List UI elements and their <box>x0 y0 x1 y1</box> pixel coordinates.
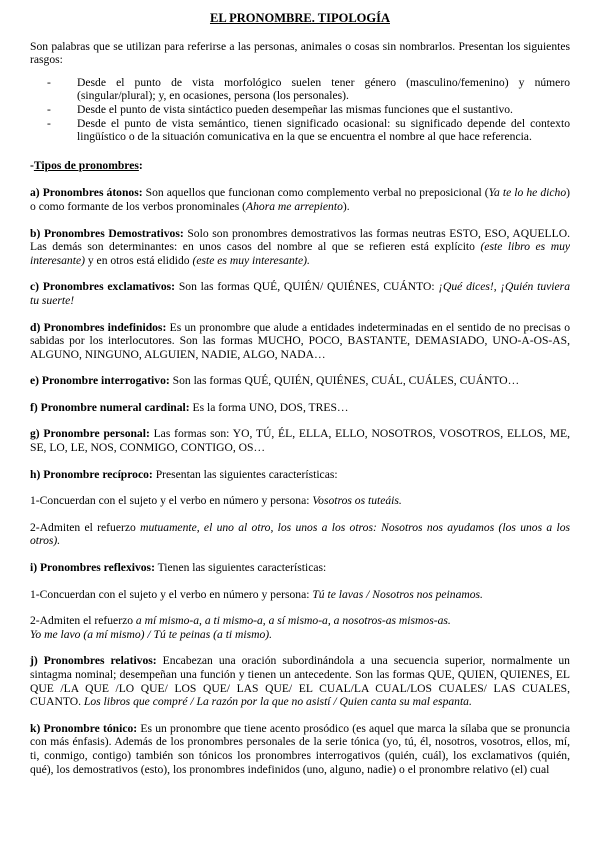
section-label: a) Pronombres átonos: <box>30 186 143 200</box>
item-text: 1-Concuerdan con el sujeto y el verbo en número y persona: <box>30 494 313 508</box>
section-interrogativo <box>30 374 570 388</box>
section-label: h) Pronombre recíproco: <box>30 467 153 481</box>
reflexivos-item-2 <box>30 614 570 641</box>
section-text: ) o como formante de los verbos pronominales ( <box>30 186 570 213</box>
section-example: (este es muy interesante). <box>192 253 310 267</box>
item-example: Yo me lavo (a mí mismo) / Tú te peinas (a ti mismo). <box>30 627 273 641</box>
section-text: Es un pronombre que tiene acento prosódico (es aquel que marca la sílaba que se pronuncia con más énfasis). Además de los pronombres personales de la serie tónica (yo, tú, él, nosotros, vosotros, ellos, mí, ti, conmigo, contigo) también son tónicos los pronombres interrogativos (quién, cuál), los exclamativos (quién, qué), los demostrativos (esto), los pronombres indefinidos (uno, alguno, nadie) o el pronombre relativo (el) cual <box>30 721 571 776</box>
item-example: Vosotros os tuteáis. <box>312 494 402 508</box>
types-heading-text: Tipos de pronombres <box>33 158 139 172</box>
section-reciproco <box>30 468 570 482</box>
section-tonico <box>30 722 570 776</box>
section-relativos <box>30 654 570 708</box>
item-example: mutuamente, el uno al otro, los unos a los otros: Nosotros nos ayudamos (los unos a los otros). <box>30 520 571 548</box>
types-heading-prefix: - <box>30 158 34 172</box>
trait-item-morphology: - Desde el punto de vista morfológico suelen tener género (masculino/femenino) y número (singular/plural); y, en ocasiones, persona (los personales). <box>30 76 570 103</box>
section-text: Son las formas QUÉ, QUIÉN, QUIÉNES, CUÁL, CUÁLES, CUÁNTO… <box>169 374 520 388</box>
section-text: Las formas son: YO, TÚ, ÉL, ELLA, ELLO, NOSOTROS, VOSOTROS, ELLOS, ME, SE, LO, LE, NOS, CONMIGO, CONTIGO, OS… <box>30 427 570 455</box>
section-label: c) Pronombres exclamativos: <box>30 280 176 294</box>
section-atonos <box>30 186 570 213</box>
section-exclamativos <box>30 280 570 307</box>
section-text: Solo son pronombres demostrativos las formas neutras ESTO, ESO, AQUELLO. Las demás son determinantes: en unos casos del nombre al que se refieren está explícito <box>30 226 570 254</box>
section-text: ). <box>342 199 350 213</box>
section-numeral <box>30 401 570 415</box>
reciproco-item-2 <box>30 521 570 548</box>
section-text: Es un pronombre que alude a entidades indeterminadas en el sentido de no precisas o sabidas por los interlocutores. Son las formas MUCHO, POCO, BASTANTE, DEMASIADO, UNO-A-OS-AS, ALGUNO, NINGUNO, ALGUIEN, NADIE, ALGO, NADA… <box>30 320 570 361</box>
section-text: Son las formas QUÉ, QUIÉN/ QUIÉNES, CUÁNTO: <box>175 280 439 294</box>
reflexivos-item-1 <box>30 588 570 602</box>
trait-item-syntax: - Desde el punto de vista sintáctico pueden desempeñar las mismas funciones que el sustantivo. <box>30 103 570 117</box>
section-label: d) Pronombres indefinidos: <box>30 320 167 334</box>
item-text: 2-Admiten el refuerzo <box>30 520 141 534</box>
section-text: y en otros está elidido <box>84 253 193 267</box>
item-text: 2-Admiten el refuerzo <box>30 614 136 628</box>
section-label: f) Pronombre numeral cardinal: <box>30 400 190 414</box>
section-label: j) Pronombres relativos: <box>30 654 157 668</box>
section-text: Tienen las siguientes características: <box>154 561 327 575</box>
intro-paragraph: Son palabras que se utilizan para referirse a las personas, animales o cosas sin nombrarlos. Presentan los siguientes rasgos: <box>30 39 570 67</box>
trait-item-semantics: - Desde el punto de vista semántico, tienen significado ocasional: su significado depende del contexto lingüístico o de la situación comunicativa en la que se encuentra el nombre al que hace referencia. <box>30 117 570 144</box>
section-label: k) Pronombre tónico: <box>30 721 138 735</box>
reciproco-item-1 <box>30 494 570 508</box>
section-text: Encabezan una oración subordinándola a una secuencia superior, normalmente un sintagma nominal; desempeñan una función y tienen un antecedente. Son las formas QUE, QUIEN, QUIENES, EL QUE /LA QUE /LO QUE/ LOS QUE/ LAS QUE/ EL CUAL/LA CUAL/LOS CUALES/ LAS CUALES, CUANTO. <box>30 654 570 709</box>
section-example: Ahora me arrepiento <box>246 199 343 213</box>
section-text: Es la forma UNO, DOS, TRES… <box>189 400 349 414</box>
section-demostrativos <box>30 227 570 268</box>
section-personal <box>30 427 570 454</box>
item-example: a mí mismo-a, a ti mismo-a, a sí mismo-a, a nosotros-as mismos-as. <box>135 614 451 628</box>
section-example: ¡Qué dices!, ¡Quién tuviera tu suerte! <box>30 280 570 307</box>
traits-list <box>30 76 570 144</box>
types-heading <box>30 159 570 173</box>
section-label: g) Pronombre personal: <box>30 427 150 441</box>
section-text: Son aquellos que funcionan como complemento verbal no preposicional ( <box>142 186 489 200</box>
item-example: Tú te lavas / Nosotros nos peinamos. <box>312 587 483 601</box>
section-reflexivos <box>30 561 570 575</box>
types-heading-colon: : <box>138 158 143 172</box>
page-title: EL PRONOMBRE. TIPOLOGÍA <box>209 11 390 25</box>
section-indefinidos <box>30 321 570 362</box>
section-label: i) Pronombres reflexivos: <box>30 561 155 575</box>
section-label: b) Pronombres Demostrativos: <box>30 226 184 240</box>
section-example: Los libros que compré / La razón por la que no asistí / Quien canta su mal espanta. <box>83 695 472 709</box>
section-text: Presentan las siguientes características: <box>152 467 338 481</box>
section-example: (este libro es muy interesante) <box>30 240 571 267</box>
section-label: e) Pronombre interrogativo: <box>30 374 170 388</box>
section-example: Ya te lo he dicho <box>488 186 567 200</box>
item-text: 1-Concuerdan con el sujeto y el verbo en número y persona: <box>30 587 313 601</box>
